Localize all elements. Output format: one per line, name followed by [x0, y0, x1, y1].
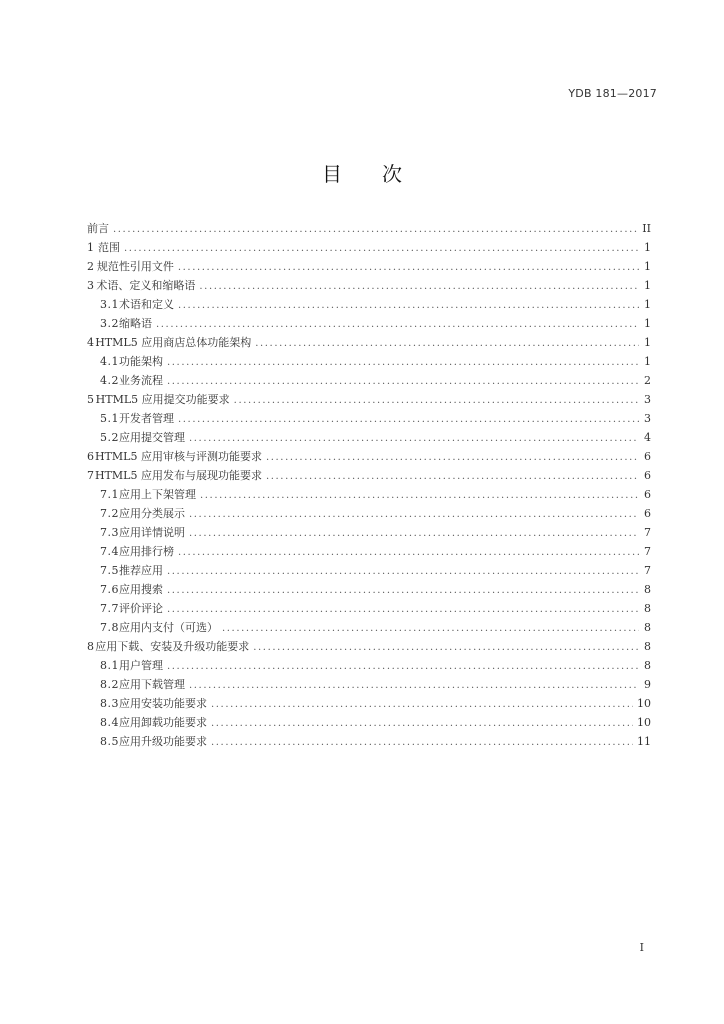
toc-entry[interactable] — [87, 599, 651, 618]
toc-entry-number: 7.1 — [100, 488, 119, 501]
toc-entry-page[interactable]: 11 — [637, 735, 651, 748]
toc-entry-page[interactable]: 6 — [644, 507, 651, 520]
toc-dot-leader — [211, 714, 633, 733]
toc-entry-title[interactable]: 术语、定义和缩略语 — [96, 279, 196, 292]
toc-entry-page[interactable]: 10 — [637, 697, 651, 710]
toc-entry[interactable] — [87, 618, 651, 637]
toc-dot-leader — [234, 391, 639, 410]
toc-entry-title[interactable]: 应用详情说明 — [119, 526, 185, 539]
toc-entry[interactable] — [87, 333, 651, 352]
toc-entry-number: 8.2 — [100, 678, 119, 691]
toc-entry-number: 3.2 — [100, 317, 119, 330]
table-of-contents — [87, 219, 651, 751]
toc-entry-title[interactable]: 功能架构 — [119, 355, 163, 368]
toc-entry[interactable] — [87, 656, 651, 675]
toc-entry-title[interactable]: 范围 — [98, 241, 121, 254]
toc-entry-number: 5 — [87, 393, 94, 406]
standard-number: YDB 181—2017 — [568, 87, 657, 100]
toc-entry-page[interactable]: 1 — [644, 279, 651, 292]
toc-entry-title[interactable]: HTML5 应用审核与评测功能要求 — [94, 450, 262, 463]
toc-dot-leader — [189, 505, 639, 524]
toc-entry-title[interactable]: 应用上下架管理 — [119, 488, 196, 501]
toc-dot-leader — [211, 733, 633, 752]
toc-entry[interactable] — [87, 352, 651, 371]
toc-entry-number: 7.2 — [100, 507, 119, 520]
toc-entry-title[interactable]: 应用排行榜 — [119, 545, 174, 558]
toc-entry-page[interactable]: 6 — [644, 450, 651, 463]
toc-dot-leader — [189, 524, 639, 543]
toc-entry-title[interactable]: HTML5 应用提交功能要求 — [95, 393, 230, 406]
toc-entry[interactable] — [87, 523, 651, 542]
toc-entry[interactable] — [87, 295, 651, 314]
toc-entry-page[interactable]: 10 — [637, 716, 651, 729]
toc-entry-page[interactable]: 9 — [644, 678, 651, 691]
toc-entry-title[interactable]: 应用提交管理 — [119, 431, 185, 444]
toc-entry-number: 2 — [87, 260, 94, 273]
toc-entry-number: 1 — [87, 241, 94, 254]
toc-entry-title[interactable]: 评价评论 — [119, 602, 163, 615]
toc-entry-title[interactable]: 应用内支付（可选） — [119, 621, 218, 634]
toc-entry-number: 5.2 — [100, 431, 119, 444]
toc-entry-page[interactable]: 3 — [644, 393, 651, 406]
toc-entry-page[interactable]: 1 — [644, 298, 651, 311]
page-number: I — [639, 941, 644, 954]
toc-dot-leader — [113, 220, 638, 239]
toc-entry[interactable] — [87, 732, 651, 751]
toc-entry-page[interactable]: 8 — [644, 659, 651, 672]
toc-dot-leader — [167, 372, 639, 391]
toc-dot-leader — [222, 619, 639, 638]
toc-dot-leader — [156, 315, 639, 334]
toc-entry[interactable] — [87, 675, 651, 694]
toc-entry-number: 3 — [87, 279, 94, 292]
toc-dot-leader — [189, 676, 639, 695]
toc-entry-page[interactable]: 3 — [644, 412, 651, 425]
toc-entry-title[interactable]: 前言 — [87, 222, 109, 235]
toc-entry-title[interactable]: 缩略语 — [119, 317, 152, 330]
toc-dot-leader — [167, 657, 639, 676]
toc-entry-page[interactable]: 2 — [644, 374, 651, 387]
toc-entry-page[interactable]: 1 — [644, 336, 651, 349]
toc-entry-page[interactable]: 7 — [644, 545, 651, 558]
toc-entry-page[interactable]: 4 — [644, 431, 651, 444]
toc-entry-number: 7 — [87, 469, 94, 482]
toc-entry-title[interactable]: 应用卸载功能要求 — [119, 716, 207, 729]
toc-dot-leader — [167, 581, 639, 600]
toc-dot-leader — [167, 562, 639, 581]
toc-entry[interactable] — [87, 694, 651, 713]
toc-dot-leader — [200, 486, 639, 505]
toc-entry-title[interactable]: 用户管理 — [119, 659, 163, 672]
toc-entry[interactable] — [87, 542, 651, 561]
toc-entry-title[interactable]: 规范性引用文件 — [96, 260, 174, 273]
toc-entry-number: 6 — [87, 450, 94, 463]
toc-entry-number: 8.1 — [100, 659, 119, 672]
toc-dot-leader — [178, 258, 639, 277]
toc-dot-leader — [266, 448, 639, 467]
toc-entry-number: 7.3 — [100, 526, 119, 539]
toc-entry[interactable] — [87, 713, 651, 732]
page-title — [0, 158, 724, 187]
toc-entry-title[interactable]: 应用分类展示 — [119, 507, 185, 520]
toc-entry-title[interactable]: 术语和定义 — [119, 298, 174, 311]
toc-entry-number: 7.6 — [100, 583, 119, 596]
toc-entry-page[interactable]: 8 — [644, 602, 651, 615]
toc-dot-leader — [167, 353, 639, 372]
toc-entry[interactable] — [87, 504, 651, 523]
toc-entry-page[interactable]: 8 — [644, 583, 651, 596]
toc-dot-leader — [211, 695, 633, 714]
toc-entry[interactable] — [87, 390, 651, 409]
toc-entry[interactable] — [87, 257, 651, 276]
toc-entry-number: 8.5 — [100, 735, 119, 748]
toc-entry-number: 4 — [87, 336, 94, 349]
toc-entry-number: 3.1 — [100, 298, 119, 311]
toc-entry-title[interactable]: 应用下载、安装及升级功能要求 — [95, 640, 250, 653]
toc-entry-number: 4.2 — [100, 374, 119, 387]
title-char-2: 次 — [382, 162, 402, 186]
toc-entry-page[interactable]: 1 — [644, 260, 651, 273]
toc-entry-number: 7.8 — [100, 621, 119, 634]
toc-entry-page[interactable]: 7 — [644, 564, 651, 577]
toc-entry-title[interactable]: 应用搜索 — [119, 583, 163, 596]
toc-entry-page[interactable]: 1 — [644, 355, 651, 368]
toc-entry[interactable] — [87, 561, 651, 580]
toc-entry-number: 7.4 — [100, 545, 119, 558]
toc-dot-leader — [167, 600, 639, 619]
toc-entry-page[interactable]: 1 — [644, 317, 651, 330]
toc-entry-page[interactable]: 7 — [644, 526, 651, 539]
toc-entry-title[interactable]: 业务流程 — [119, 374, 163, 387]
toc-entry-title[interactable]: HTML5 应用商店总体功能架构 — [95, 336, 252, 349]
toc-entry-page[interactable]: 1 — [644, 241, 651, 254]
toc-entry[interactable] — [87, 428, 651, 447]
toc-entry[interactable] — [87, 409, 651, 428]
toc-entry-title[interactable]: HTML5 应用发布与展现功能要求 — [94, 469, 262, 482]
toc-entry-page[interactable]: 8 — [644, 640, 651, 653]
toc-entry-number: 4.1 — [100, 355, 119, 368]
toc-entry[interactable] — [87, 466, 651, 485]
toc-dot-leader — [199, 277, 639, 296]
toc-entry[interactable] — [87, 637, 651, 656]
toc-entry-number: 5.1 — [100, 412, 119, 425]
toc-dot-leader — [178, 410, 639, 429]
title-char-1: 目 — [322, 162, 342, 186]
toc-entry-number: 8.3 — [100, 697, 119, 710]
toc-entry[interactable] — [87, 580, 651, 599]
toc-entry[interactable] — [87, 314, 651, 333]
toc-entry-number: 7.5 — [100, 564, 119, 577]
toc-entry-page[interactable]: 8 — [644, 621, 651, 634]
toc-entry-title[interactable]: 推荐应用 — [119, 564, 163, 577]
toc-entry[interactable] — [87, 447, 651, 466]
toc-entry-title[interactable]: 应用下载管理 — [119, 678, 185, 691]
toc-entry[interactable] — [87, 371, 651, 390]
toc-entry-number: 7.7 — [100, 602, 119, 615]
toc-dot-leader — [124, 239, 639, 258]
toc-entry-title[interactable]: 应用安装功能要求 — [119, 697, 207, 710]
toc-dot-leader — [255, 334, 639, 353]
toc-entry-title[interactable]: 开发者管理 — [119, 412, 174, 425]
toc-dot-leader — [189, 429, 639, 448]
toc-dot-leader — [253, 638, 639, 657]
toc-entry[interactable] — [87, 485, 651, 504]
toc-entry-page[interactable]: 6 — [644, 469, 651, 482]
toc-dot-leader — [178, 543, 639, 562]
toc-entry[interactable] — [87, 219, 651, 238]
toc-dot-leader — [266, 467, 639, 486]
toc-dot-leader — [178, 296, 639, 315]
toc-entry-number: 8.4 — [100, 716, 119, 729]
toc-entry-page[interactable]: 6 — [644, 488, 651, 501]
toc-entry[interactable] — [87, 238, 651, 257]
toc-entry-number: 8 — [87, 640, 94, 653]
toc-entry-page[interactable]: II — [642, 222, 651, 235]
toc-entry[interactable] — [87, 276, 651, 295]
toc-entry-title[interactable]: 应用升级功能要求 — [119, 735, 207, 748]
